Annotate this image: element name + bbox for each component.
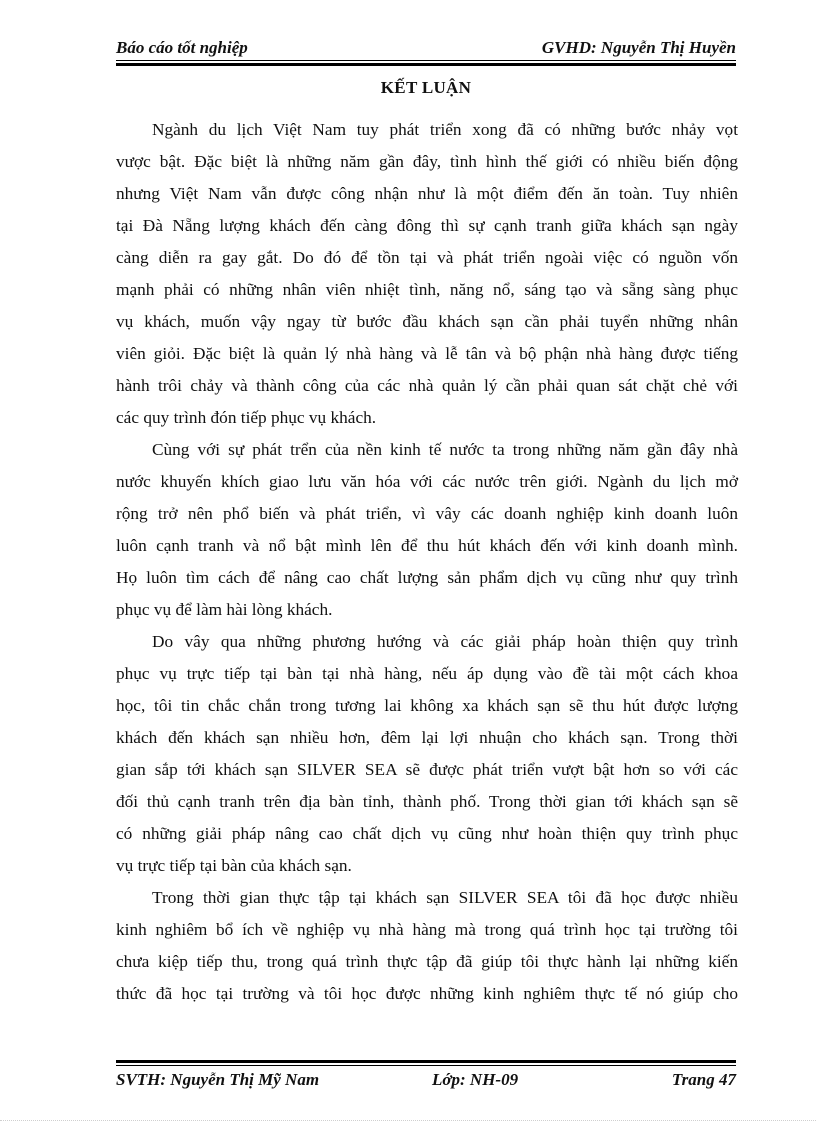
header-report-title: Báo cáo tốt nghiệp [116,38,248,57]
text-line: nhưng Việt Nam vẫn được công nhận như là một điểm đến ăn toàn. Tuy nhiên [116,184,738,203]
text-line: hành trôi chảy và thành công của các nhà quản lý cần phải quan sát chặt chẻ với [116,376,738,395]
text-line: Do vây qua những phương hướng và các giải pháp hoàn thiện quy trình [152,632,738,651]
text-line: đối thủ cạnh tranh trên địa bàn tỉnh, thành phố. Trong thời gian tới khách sạn sẽ [116,792,738,811]
text-line: vược bật. Đặc biệt là những năm gần đây, tình hình thế giới có nhiều biến động [116,152,738,171]
header-supervisor: GVHD: Nguyễn Thị Huyền [541,38,736,57]
body-text [116,117,738,1013]
text-line: rộng trở nên phổ biến và phát triển, vì vây các doanh nghiệp kinh doanh luôn [116,504,738,523]
footer-rule-thin [116,1065,736,1066]
text-line: phục vụ trực tiếp tại bàn tại nhà hàng, nếu áp dụng vào đề tài một cách khoa [116,664,738,683]
section-title: KẾT LUẬN [380,78,472,97]
footer-class: Lớp: NH-09 [432,1070,519,1089]
text-line: Cùng với sự phát trển của nền kinh tế nước ta trong những năm gần đây nhà [152,440,738,459]
text-line: càng diễn ra gay gắt. Do đó để tồn tại và phát triển ngoài việc có nguồn vốn [116,248,738,267]
page-bottom-dotted-edge [0,1120,816,1122]
text-line: thức đã học tại trường và tôi học được những kinh nghiêm thực tế nó giúp cho [116,984,738,1003]
text-line: viên giỏi. Đặc biệt là quản lý nhà hàng và lễ tân và bộ phận nhà hàng được tiếng [116,344,738,363]
text-line: kinh nghiêm bổ ích về nghiệp vụ nhà hàng mà trong quá trình học tại trường tôi [116,920,738,939]
text-line: luôn cạnh tranh và nổ bật mình lên để thu hút khách đến với kinh doanh mình. [116,536,738,555]
text-line: gian sắp tới khách sạn SILVER SEA sẽ được phát triển vượt bật hơn so với các [116,760,738,779]
text-line: tại Đà Nẵng lượng khách đến càng đông thì sự cạnh tranh giữa khách sạn ngày [116,216,738,235]
text-line: khách đến khách sạn nhiều hơn, đêm lại lợi nhuận cho khách sạn. Trong thời [116,728,738,747]
text-line: Họ luôn tìm cách để nâng cao chất lượng sản phẩm dịch vụ cũng như quy trình [116,568,738,587]
text-line: chưa kiệp tiếp thu, trong quá trình thực tập đã giúp tôi thực hành lại những kiến [116,952,738,971]
text-line: Trong thời gian thực tập tại khách sạn SILVER SEA tôi đã học được nhiều [152,888,738,907]
text-line: các quy trình đón tiếp phục vụ khách. [116,408,377,427]
text-line: vụ trực tiếp tại bàn của khách sạn. [116,856,352,875]
text-line: phục vụ để làm hài lòng khách. [116,600,333,619]
text-line: mạnh phải có những nhân viên nhiệt tình, năng nổ, sáng tạo và sẵng sàng phục [116,280,738,299]
header-rule-thin [116,60,736,61]
text-line: vụ khách, muốn vậy ngay từ bước đầu khách sạn cần phải tuyển những nhân [116,312,738,331]
page-header [116,38,736,60]
text-line: học, tôi tin chắc chắn trong tương lai không xa khách sạn sẽ thu hút được lượng [116,696,738,715]
text-line: có những giải pháp nâng cao chất dịch vụ cũng như hoàn thiện quy trình phục [116,824,738,843]
footer-rule-thick [116,1060,736,1063]
page-footer [116,1070,736,1092]
header-rule-thick [116,63,736,66]
text-line: Ngành du lịch Việt Nam tuy phát triển xong đã có những bước nhảy vọt [152,120,738,139]
footer-page-number: Trang 47 [671,1070,736,1089]
text-line: nước khuyến khích giao lưu văn hóa với các nước trên giới. Ngành du lịch mở [116,472,738,491]
footer-student: SVTH: Nguyễn Thị Mỹ Nam [116,1070,320,1089]
